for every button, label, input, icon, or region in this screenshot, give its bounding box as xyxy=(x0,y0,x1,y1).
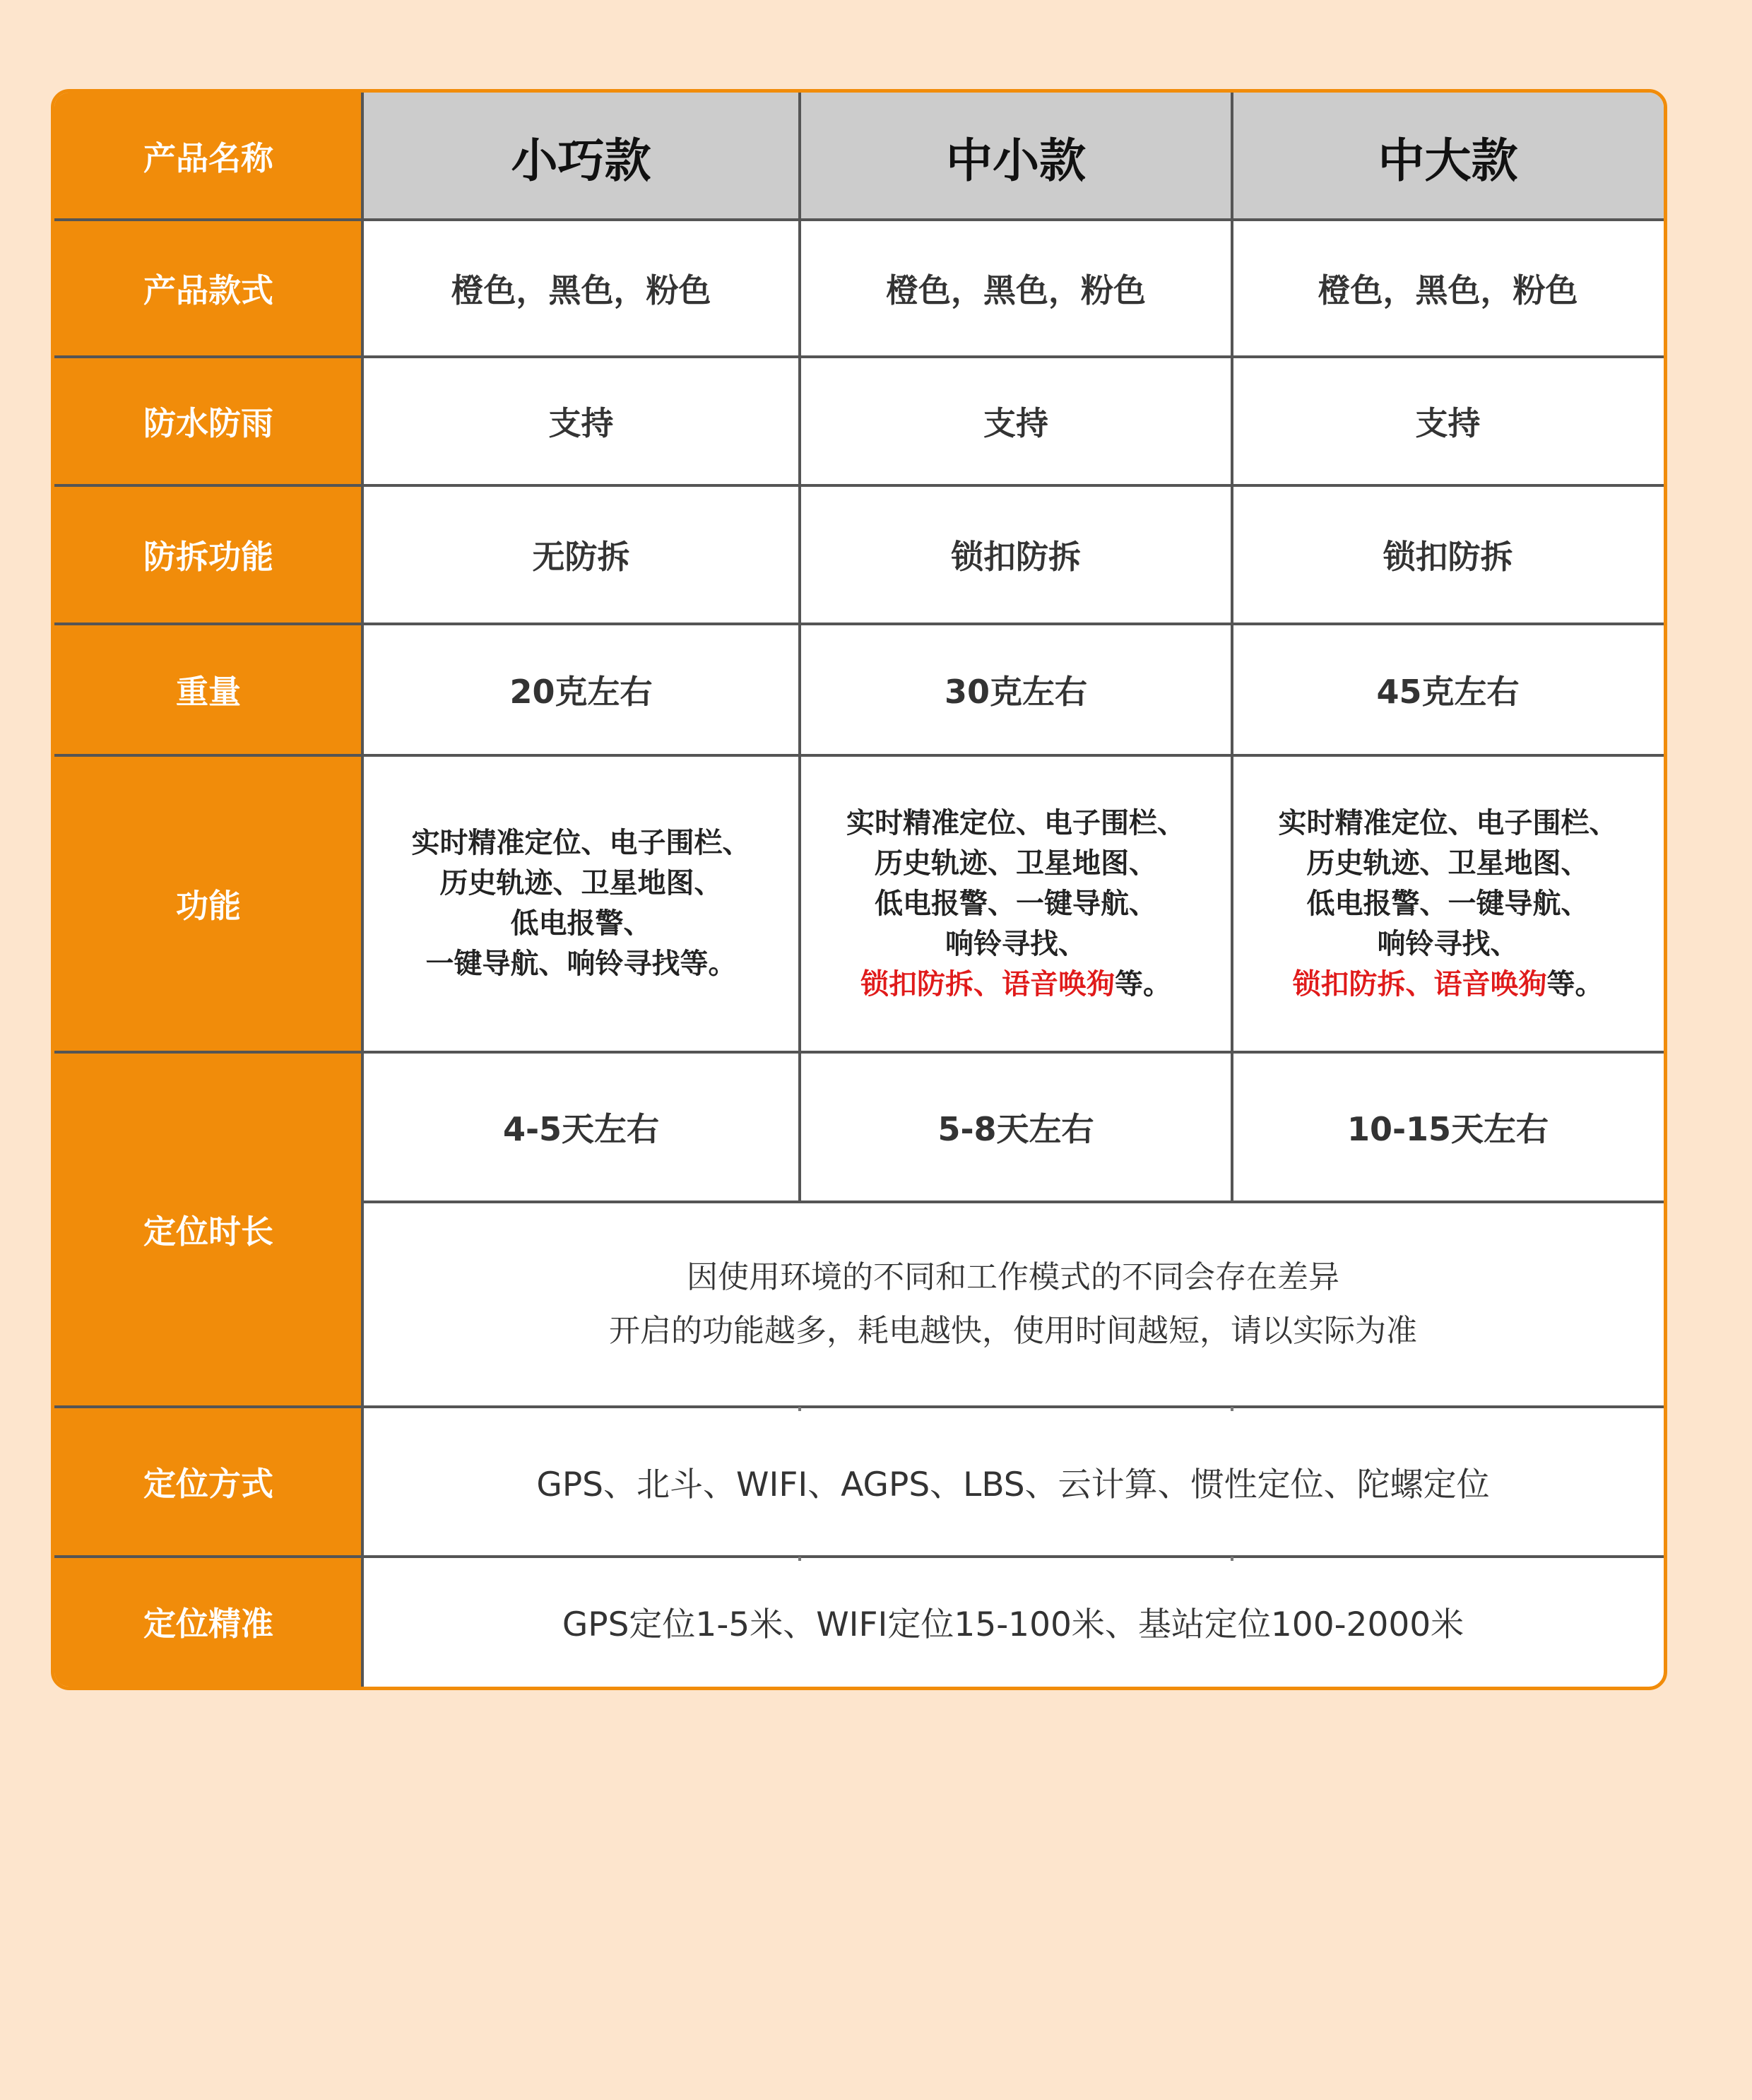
header-model-medium: 中小款 xyxy=(800,93,1232,220)
label-style: 产品款式 xyxy=(54,220,362,357)
anti-removal-medium: 锁扣防拆 xyxy=(951,538,1081,576)
duration-note-line: 因使用环境的不同和工作模式的不同会存在差异 xyxy=(687,1259,1339,1295)
method-value: GPS、北斗、WIFI、AGPS、LBS、云计算、惯性定位、陀螺定位 xyxy=(536,1465,1490,1504)
functions-large-line: 实时精准定位、电子围栏、 xyxy=(1278,806,1618,839)
functions-large-line: 响铃寻找、 xyxy=(1377,927,1519,960)
style-large: 橙色，黑色，粉色 xyxy=(1318,271,1578,309)
weight-medium: 30克左右 xyxy=(944,673,1087,711)
duration-medium: 5-8天左右 xyxy=(937,1110,1094,1148)
anti-removal-large: 锁扣防拆 xyxy=(1383,538,1513,576)
style-small: 橙色，黑色，粉色 xyxy=(451,271,711,309)
weight-small: 20克左右 xyxy=(509,673,653,711)
row-divider xyxy=(54,484,1664,487)
label-waterproof: 防水防雨 xyxy=(54,357,362,485)
functions-large-highlight: 锁扣防拆、语音唤狗 xyxy=(1292,967,1547,1001)
row-divider xyxy=(54,1555,1664,1558)
label-anti-removal: 防拆功能 xyxy=(54,485,362,624)
column-divider xyxy=(361,93,364,1687)
row-divider xyxy=(54,355,1664,358)
accuracy-value: GPS定位1-5米、WIFI定位15-100米、基站定位100-2000米 xyxy=(562,1605,1464,1644)
column-tick xyxy=(1231,1557,1233,1561)
label-weight: 重量 xyxy=(54,624,362,755)
functions-large-line: 历史轨迹、卫星地图、 xyxy=(1306,847,1590,880)
column-divider xyxy=(798,93,801,1202)
functions-small-line: 低电报警、 xyxy=(510,907,652,940)
functions-medium-last-line xyxy=(860,965,1171,1005)
label-accuracy: 定位精准 xyxy=(54,1557,362,1687)
functions-medium xyxy=(800,755,1232,1052)
functions-medium-line: 历史轨迹、卫星地图、 xyxy=(875,847,1157,880)
row-divider xyxy=(362,1201,1664,1203)
label-functions: 功能 xyxy=(54,755,362,1052)
functions-large-last-line xyxy=(1293,965,1604,1005)
column-divider xyxy=(1231,93,1233,1202)
functions-large-line: 低电报警、一键导航、 xyxy=(1306,887,1590,920)
row-divider xyxy=(54,754,1664,757)
row-divider xyxy=(54,1051,1664,1054)
functions-medium-suffix: 等。 xyxy=(1115,967,1171,1001)
waterproof-medium: 支持 xyxy=(983,404,1048,442)
row-divider xyxy=(54,1405,1664,1408)
weight-large: 45克左右 xyxy=(1376,673,1520,711)
functions-medium-line: 实时精准定位、电子围栏、 xyxy=(846,806,1185,839)
functions-large xyxy=(1232,755,1664,1052)
column-tick xyxy=(798,1407,801,1411)
waterproof-small: 支持 xyxy=(548,404,614,442)
duration-large: 10-15天左右 xyxy=(1346,1110,1549,1148)
functions-small-line: 实时精准定位、电子围栏、 xyxy=(411,827,751,859)
label-duration: 定位时长 xyxy=(54,1052,362,1407)
row-divider xyxy=(54,218,1664,221)
duration-note xyxy=(362,1202,1664,1407)
header-model-large: 中大款 xyxy=(1232,93,1664,220)
style-medium: 橙色，黑色，粉色 xyxy=(886,271,1146,309)
row-divider xyxy=(54,623,1664,625)
header-model-small: 小巧款 xyxy=(362,93,800,220)
functions-small-line: 历史轨迹、卫星地图、 xyxy=(439,867,723,899)
functions-medium-line: 响铃寻找、 xyxy=(945,927,1087,960)
functions-large-suffix: 等。 xyxy=(1546,967,1604,1001)
functions-small-line: 一键导航、响铃寻找等。 xyxy=(425,948,737,980)
comparison-table xyxy=(51,89,1667,1690)
label-product-name: 产品名称 xyxy=(54,93,362,220)
anti-removal-small: 无防拆 xyxy=(532,538,630,576)
duration-note-line: 开启的功能越多，耗电越快，使用时间越短，请以实际为准 xyxy=(609,1313,1417,1349)
functions-medium-highlight: 锁扣防拆、语音唤狗 xyxy=(860,967,1115,1001)
column-tick xyxy=(1231,1407,1233,1411)
waterproof-large: 支持 xyxy=(1415,404,1481,442)
label-method: 定位方式 xyxy=(54,1407,362,1557)
column-tick xyxy=(798,1557,801,1561)
duration-small: 4-5天左右 xyxy=(502,1110,660,1148)
functions-medium-line: 低电报警、一键导航、 xyxy=(875,887,1157,920)
functions-small xyxy=(362,755,800,1052)
